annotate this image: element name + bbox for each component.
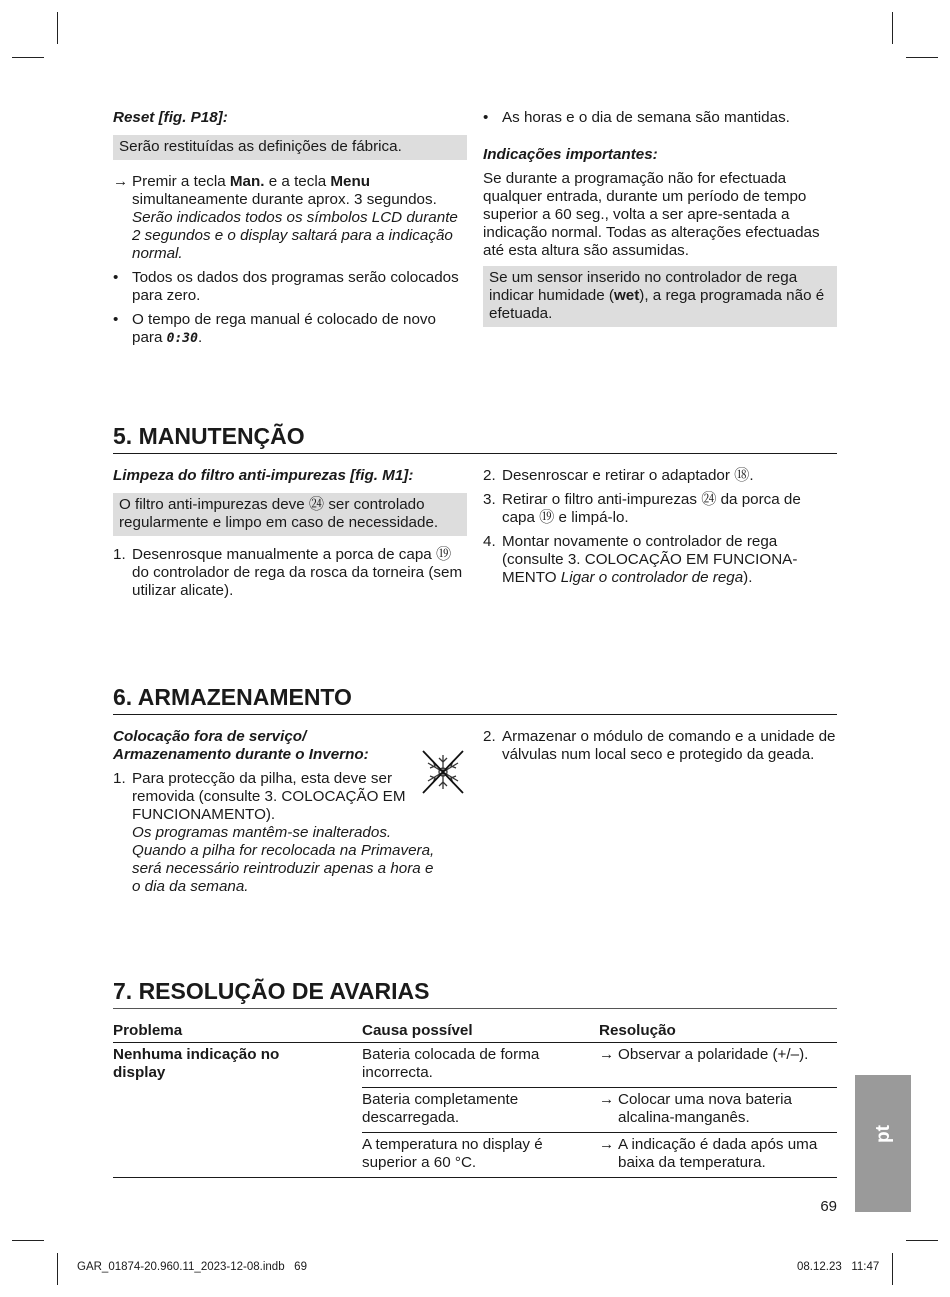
table-header-row [113, 1020, 837, 1043]
sensor-info-box [483, 266, 837, 327]
maintenance-left [113, 467, 467, 600]
maintenance-step [113, 546, 467, 600]
storage-step-body [132, 770, 443, 896]
reset-step-body [132, 173, 467, 263]
sensor-info-text: Se um sensor inserido no controlador de rega indicar humidade ( [489, 269, 798, 304]
reset-bullet-text: O tempo de rega manual é colocado de novo para [132, 311, 436, 346]
crop-mark [57, 1253, 58, 1285]
crop-mark [892, 1253, 893, 1285]
step-note: Os programas mantêm-se inalterados. Quando a pilha for recolocada na Primavera, será necessário reintroduzir apenas a hora e o dia da semana. [132, 824, 435, 895]
storage-subheading-line: Armazenamento durante o Inverno: [113, 746, 369, 763]
step-text-part: ). [743, 569, 753, 586]
reset-step-text: simultaneamente durante aprox. 3 segundos. [132, 191, 437, 208]
sensor-wet-label: wet [613, 287, 640, 304]
step-number: 1. [113, 770, 126, 787]
bullet: • [113, 269, 119, 286]
key-man: Man. [229, 173, 265, 190]
cause-cell: Bateria colocada de forma incorrecta. [362, 1043, 599, 1088]
column-header: Causa possível [362, 1020, 599, 1043]
reset-section [113, 109, 467, 348]
crop-mark [906, 1240, 938, 1241]
step-text-part: Montar novamente o controlador de rega (consulte 3. COLOCAÇÃO EM FUNCIONA-MENTO [502, 533, 798, 586]
solution-cell [599, 1043, 837, 1088]
section-title-storage: 6. ARMAZENAMENTO [113, 683, 837, 715]
solution-text: A indicação é dada após uma baixa da temperatura. [618, 1136, 818, 1171]
lcd-value: 0:30 [166, 331, 198, 346]
important-heading: Indicações importantes: [483, 146, 658, 163]
key-menu: Menu [330, 173, 371, 190]
important-section [483, 109, 837, 327]
crop-mark [57, 12, 58, 44]
table-row [113, 1043, 837, 1088]
page-number: 69 [820, 1198, 837, 1215]
cause-cell: A temperatura no display é superior a 60 °C. [362, 1133, 599, 1178]
maintenance-subheading: Limpeza do filtro anti-impurezas [fig. M1]: [113, 467, 414, 484]
reset-bullet-text: Todos os dados dos programas serão colocados para zero. [132, 269, 459, 304]
step-text: Para protecção da pilha, esta deve ser removida (consulte 3. COLOCAÇÃO EM FUNCIONAMENTO). [132, 770, 406, 823]
filter-info-box: O filtro anti-impurezas deve ㉔ ser controlado regularmente e limpo em caso de necessidade. [113, 493, 467, 536]
footer-file-info: GAR_01874-20.960.11_2023-12-08.indb 69 [77, 1261, 307, 1273]
language-tab [855, 1075, 911, 1212]
crop-mark [12, 1240, 44, 1241]
arrow-icon: → [599, 1046, 615, 1063]
section-title-troubleshooting: 7. RESOLUÇÃO DE AVARIAS [113, 977, 837, 1009]
bullet: • [483, 109, 489, 126]
maintenance-step [483, 467, 837, 485]
storage-step [483, 728, 837, 764]
maintenance-right [483, 467, 837, 587]
no-frost-icon [421, 749, 465, 795]
step-number: 2. [483, 467, 496, 484]
reset-info-box: Serão restituídas as definições de fábrica. [113, 135, 467, 160]
bullet: • [113, 311, 119, 328]
solution-cell [599, 1133, 837, 1178]
maintenance-step [483, 491, 837, 527]
crop-mark [892, 12, 893, 44]
reset-bullet [113, 311, 467, 348]
reset-bullet-text: . [197, 329, 203, 346]
reset-step-text: Premir a tecla [132, 173, 230, 190]
reset-bullet [113, 269, 467, 305]
storage-right [483, 728, 837, 764]
step-text: Armazenar o módulo de comando e a unidade de válvulas num local seco e protegido da geada. [502, 728, 836, 763]
step-number: 3. [483, 491, 496, 508]
crop-mark [906, 57, 938, 58]
important-text: Se durante a programação não for efectuada qualquer entrada, durante um período de tempo superior a 60 seg., volta a ser apre-sentada a indicação normal. Todas as alterações efectuadas até esta altura são assumidas. [483, 170, 820, 259]
reset-step [113, 173, 467, 263]
problem-text: Nenhuma indicação no display [113, 1046, 280, 1081]
step-number: 1. [113, 546, 126, 563]
column-header: Problema [113, 1020, 362, 1043]
problem-cell [113, 1043, 362, 1178]
solution-text: Observar a polaridade (+/–). [618, 1046, 809, 1063]
sensor-info-text: ), a rega programada não é efetuada. [489, 287, 825, 322]
troubleshooting-table [113, 1020, 837, 1178]
column-header: Resolução [599, 1020, 837, 1043]
crop-mark [12, 57, 44, 58]
reset-step-note: Serão indicados todos os símbolos LCD durante 2 segundos e o display saltará para a indicação normal. [132, 209, 458, 262]
reset-step-text: e a tecla [264, 173, 331, 190]
arrow-icon: → [599, 1091, 615, 1108]
storage-subheading-line: Colocação fora de serviço/ [113, 728, 307, 745]
cause-cell: Bateria completamente descarregada. [362, 1088, 599, 1133]
step-number: 4. [483, 533, 496, 550]
reset-heading: Reset [fig. P18]: [113, 109, 228, 126]
reset-bullet [483, 109, 837, 127]
step-text [502, 533, 837, 587]
arrow-icon: → [113, 173, 129, 190]
solution-text: Colocar uma nova bateria alcalina-manganês. [618, 1091, 792, 1126]
language-code: pt [873, 1125, 894, 1143]
solution-cell [599, 1088, 837, 1133]
arrow-icon: → [599, 1136, 615, 1153]
step-text-italic: Ligar o controlador de rega [560, 569, 744, 586]
storage-step [113, 770, 443, 896]
step-text: Retirar o filtro anti-impurezas ㉔ da porca de capa ⑲ e limpá-lo. [502, 491, 801, 526]
reset-bullet-body [132, 311, 467, 348]
reset-bullet-text: As horas e o dia de semana são mantidas. [502, 109, 790, 126]
section-title-maintenance: 5. MANUTENÇÃO [113, 422, 837, 454]
maintenance-step [483, 533, 837, 587]
step-text: Desenrosque manualmente a porca de capa ⑲ do controlador de rega da rosca da torneira (sem utilizar alicate). [132, 546, 463, 599]
storage-subheading [113, 728, 443, 764]
step-number: 2. [483, 728, 496, 745]
storage-left [113, 728, 443, 896]
step-text: Desenroscar e retirar o adaptador ⑱. [502, 467, 754, 484]
footer-date: 08.12.23 11:47 [797, 1261, 880, 1273]
